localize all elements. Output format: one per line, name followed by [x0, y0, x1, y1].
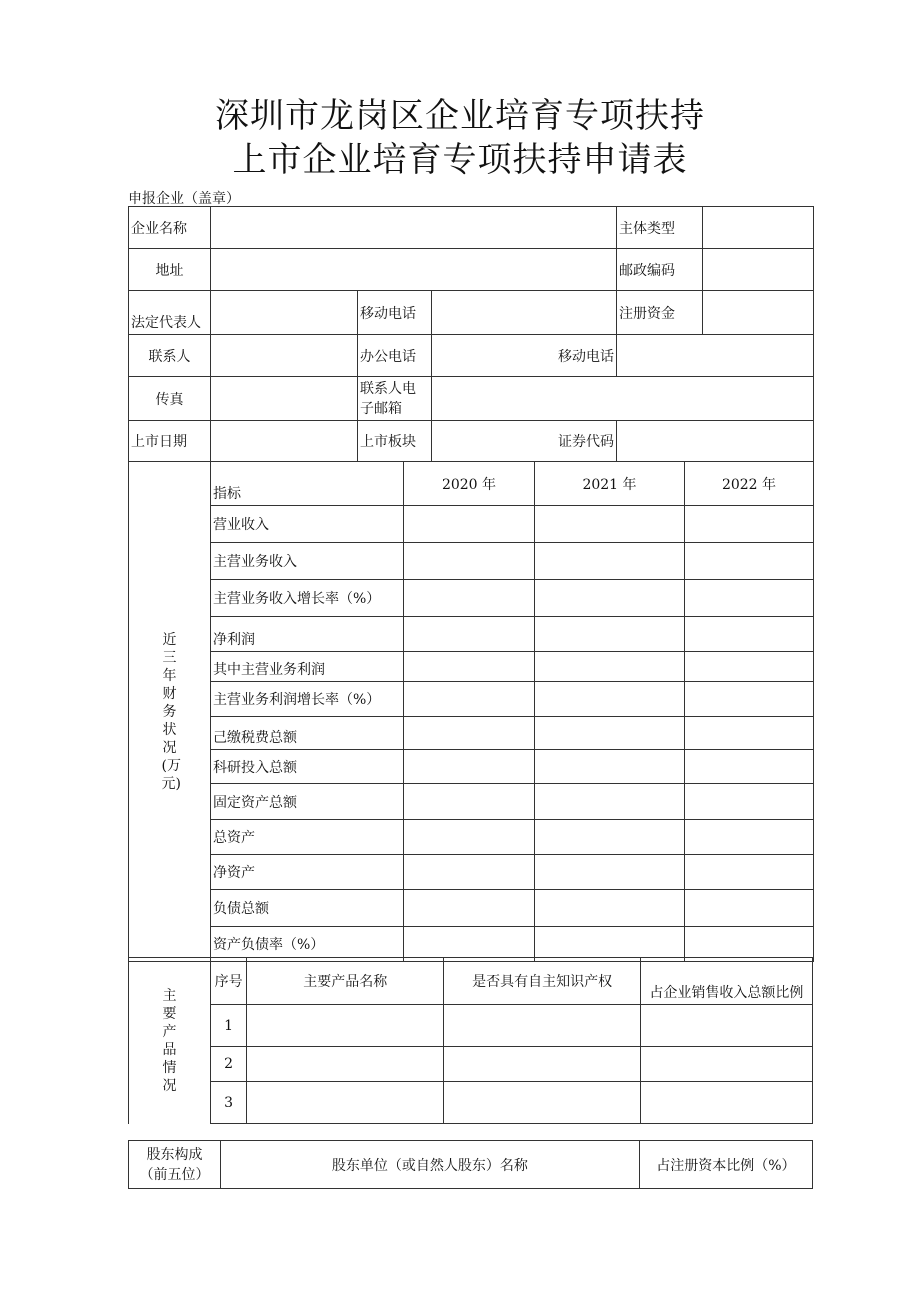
- fin-cell[interactable]: [535, 580, 685, 617]
- fin-cell[interactable]: [685, 580, 814, 617]
- fin-cell[interactable]: [685, 506, 814, 543]
- product-name-cell[interactable]: [247, 1047, 444, 1082]
- year-header-2020: 2020 年: [404, 462, 535, 506]
- fin-row-label: 负债总额: [211, 890, 404, 927]
- fin-cell[interactable]: [404, 750, 535, 784]
- fin-row-label: 主营业务收入增长率（%）: [211, 580, 404, 617]
- fin-cell[interactable]: [685, 855, 814, 890]
- indicator-header: 指标: [211, 462, 404, 506]
- legal-rep-label: 法定代表人: [129, 291, 211, 335]
- product-ratio-cell[interactable]: [640, 1082, 812, 1124]
- company-name-label: 企业名称: [129, 207, 211, 249]
- product-name-cell[interactable]: [247, 1005, 444, 1047]
- product-seq: 1: [211, 1005, 247, 1047]
- fin-cell[interactable]: [535, 784, 685, 820]
- fin-row-label: 总资产: [211, 820, 404, 855]
- fin-cell[interactable]: [685, 890, 814, 927]
- contact-email-label: 联系人电子邮箱: [358, 377, 432, 421]
- fin-row-label: 资产负债率（%）: [211, 927, 404, 962]
- fin-cell[interactable]: [685, 717, 814, 750]
- fin-row-label: 科研投入总额: [211, 750, 404, 784]
- fin-row-label: 净利润: [211, 617, 404, 652]
- shareholder-name-header: 股东单位（或自然人股东）名称: [221, 1141, 640, 1189]
- entity-type-field[interactable]: [703, 207, 814, 249]
- listing-board-label: 上市板块: [358, 421, 432, 462]
- product-ratio-cell[interactable]: [640, 1005, 812, 1047]
- fin-cell[interactable]: [535, 855, 685, 890]
- fin-cell[interactable]: [404, 717, 535, 750]
- products-section-label: 主要产品情况: [129, 958, 211, 1124]
- contact-label: 联系人: [129, 335, 211, 377]
- mobile-field[interactable]: [432, 291, 617, 335]
- fin-cell[interactable]: [404, 890, 535, 927]
- fin-cell[interactable]: [685, 750, 814, 784]
- product-sales-ratio-header: 占企业销售收入总额比例: [640, 958, 812, 1005]
- fin-cell[interactable]: [535, 717, 685, 750]
- fin-cell[interactable]: [535, 506, 685, 543]
- basic-info-table: [128, 206, 814, 462]
- fin-cell[interactable]: [535, 617, 685, 652]
- product-ip-cell[interactable]: [444, 1082, 640, 1124]
- fin-cell[interactable]: [685, 652, 814, 682]
- address-field[interactable]: [211, 249, 617, 291]
- product-seq: 2: [211, 1047, 247, 1082]
- fax-label: 传真: [129, 377, 211, 421]
- legal-rep-field[interactable]: [211, 291, 358, 335]
- listing-date-label: 上市日期: [129, 421, 211, 462]
- year-header-2022: 2022 年: [685, 462, 814, 506]
- fin-cell[interactable]: [404, 580, 535, 617]
- financial-table: [128, 461, 814, 962]
- finance-section-label: 近三年财务状况(万元): [129, 462, 211, 962]
- product-seq-header: 序号: [211, 958, 247, 1005]
- entity-type-label: 主体类型: [617, 207, 703, 249]
- fin-cell[interactable]: [404, 543, 535, 580]
- postcode-label: 邮政编码: [617, 249, 703, 291]
- office-phone-label: 办公电话: [358, 335, 432, 377]
- contact-field[interactable]: [211, 335, 358, 377]
- product-ip-header: 是否具有自主知识产权: [444, 958, 640, 1005]
- fin-cell[interactable]: [404, 506, 535, 543]
- fin-cell[interactable]: [685, 682, 814, 717]
- mobile-label: 移动电话: [358, 291, 432, 335]
- mobile2-label: 移动电话: [432, 335, 617, 377]
- fin-row-label: 己缴税费总额: [211, 717, 404, 750]
- fin-cell[interactable]: [404, 855, 535, 890]
- fin-cell[interactable]: [685, 543, 814, 580]
- fin-cell[interactable]: [685, 820, 814, 855]
- fin-cell[interactable]: [404, 682, 535, 717]
- form-title-line-2: 上市企业培育专项扶持申请表: [232, 140, 688, 180]
- form-title-line-1: 深圳市龙岗区企业培育专项扶持: [215, 96, 705, 136]
- fin-cell[interactable]: [404, 820, 535, 855]
- listing-date-field[interactable]: [211, 421, 358, 462]
- product-ip-cell[interactable]: [444, 1047, 640, 1082]
- product-name-cell[interactable]: [247, 1082, 444, 1124]
- fin-cell[interactable]: [535, 820, 685, 855]
- mobile2-field[interactable]: [617, 335, 814, 377]
- products-table: [128, 957, 813, 1124]
- product-name-header: 主要产品名称: [247, 958, 444, 1005]
- address-label: 地址: [129, 249, 211, 291]
- fin-cell[interactable]: [535, 543, 685, 580]
- fax-field[interactable]: [211, 377, 358, 421]
- shareholders-label: 股东构成 （前五位）: [129, 1141, 221, 1189]
- reg-capital-field[interactable]: [703, 291, 814, 335]
- shareholder-ratio-header: 占注册资本比例（%）: [639, 1141, 812, 1189]
- fin-row-label: 主营业务收入: [211, 543, 404, 580]
- fin-row-label: 其中主营业务利润: [211, 652, 404, 682]
- company-name-field[interactable]: [211, 207, 617, 249]
- fin-cell[interactable]: [685, 784, 814, 820]
- stock-code-field[interactable]: [617, 421, 814, 462]
- fin-row-label: 营业收入: [211, 506, 404, 543]
- fin-cell[interactable]: [535, 750, 685, 784]
- postcode-field[interactable]: [703, 249, 814, 291]
- product-ip-cell[interactable]: [444, 1005, 640, 1047]
- fin-cell[interactable]: [535, 682, 685, 717]
- shareholders-table: [128, 1140, 813, 1189]
- fin-cell[interactable]: [535, 890, 685, 927]
- product-ratio-cell[interactable]: [640, 1047, 812, 1082]
- fin-cell[interactable]: [404, 617, 535, 652]
- fin-cell[interactable]: [685, 617, 814, 652]
- fin-cell[interactable]: [404, 784, 535, 820]
- fin-row-label: 固定资产总额: [211, 784, 404, 820]
- reg-capital-label: 注册资金: [617, 291, 703, 335]
- fin-row-label: 净资产: [211, 855, 404, 890]
- stock-code-label: 证券代码: [432, 421, 617, 462]
- year-header-2021: 2021 年: [535, 462, 685, 506]
- fin-cell[interactable]: [404, 652, 535, 682]
- fin-row-label: 主营业务利润增长率（%）: [211, 682, 404, 717]
- applicant-seal-label: 申报企业（盖章）: [128, 191, 240, 207]
- contact-email-field[interactable]: [432, 377, 814, 421]
- fin-cell[interactable]: [535, 652, 685, 682]
- product-seq: 3: [211, 1082, 247, 1124]
